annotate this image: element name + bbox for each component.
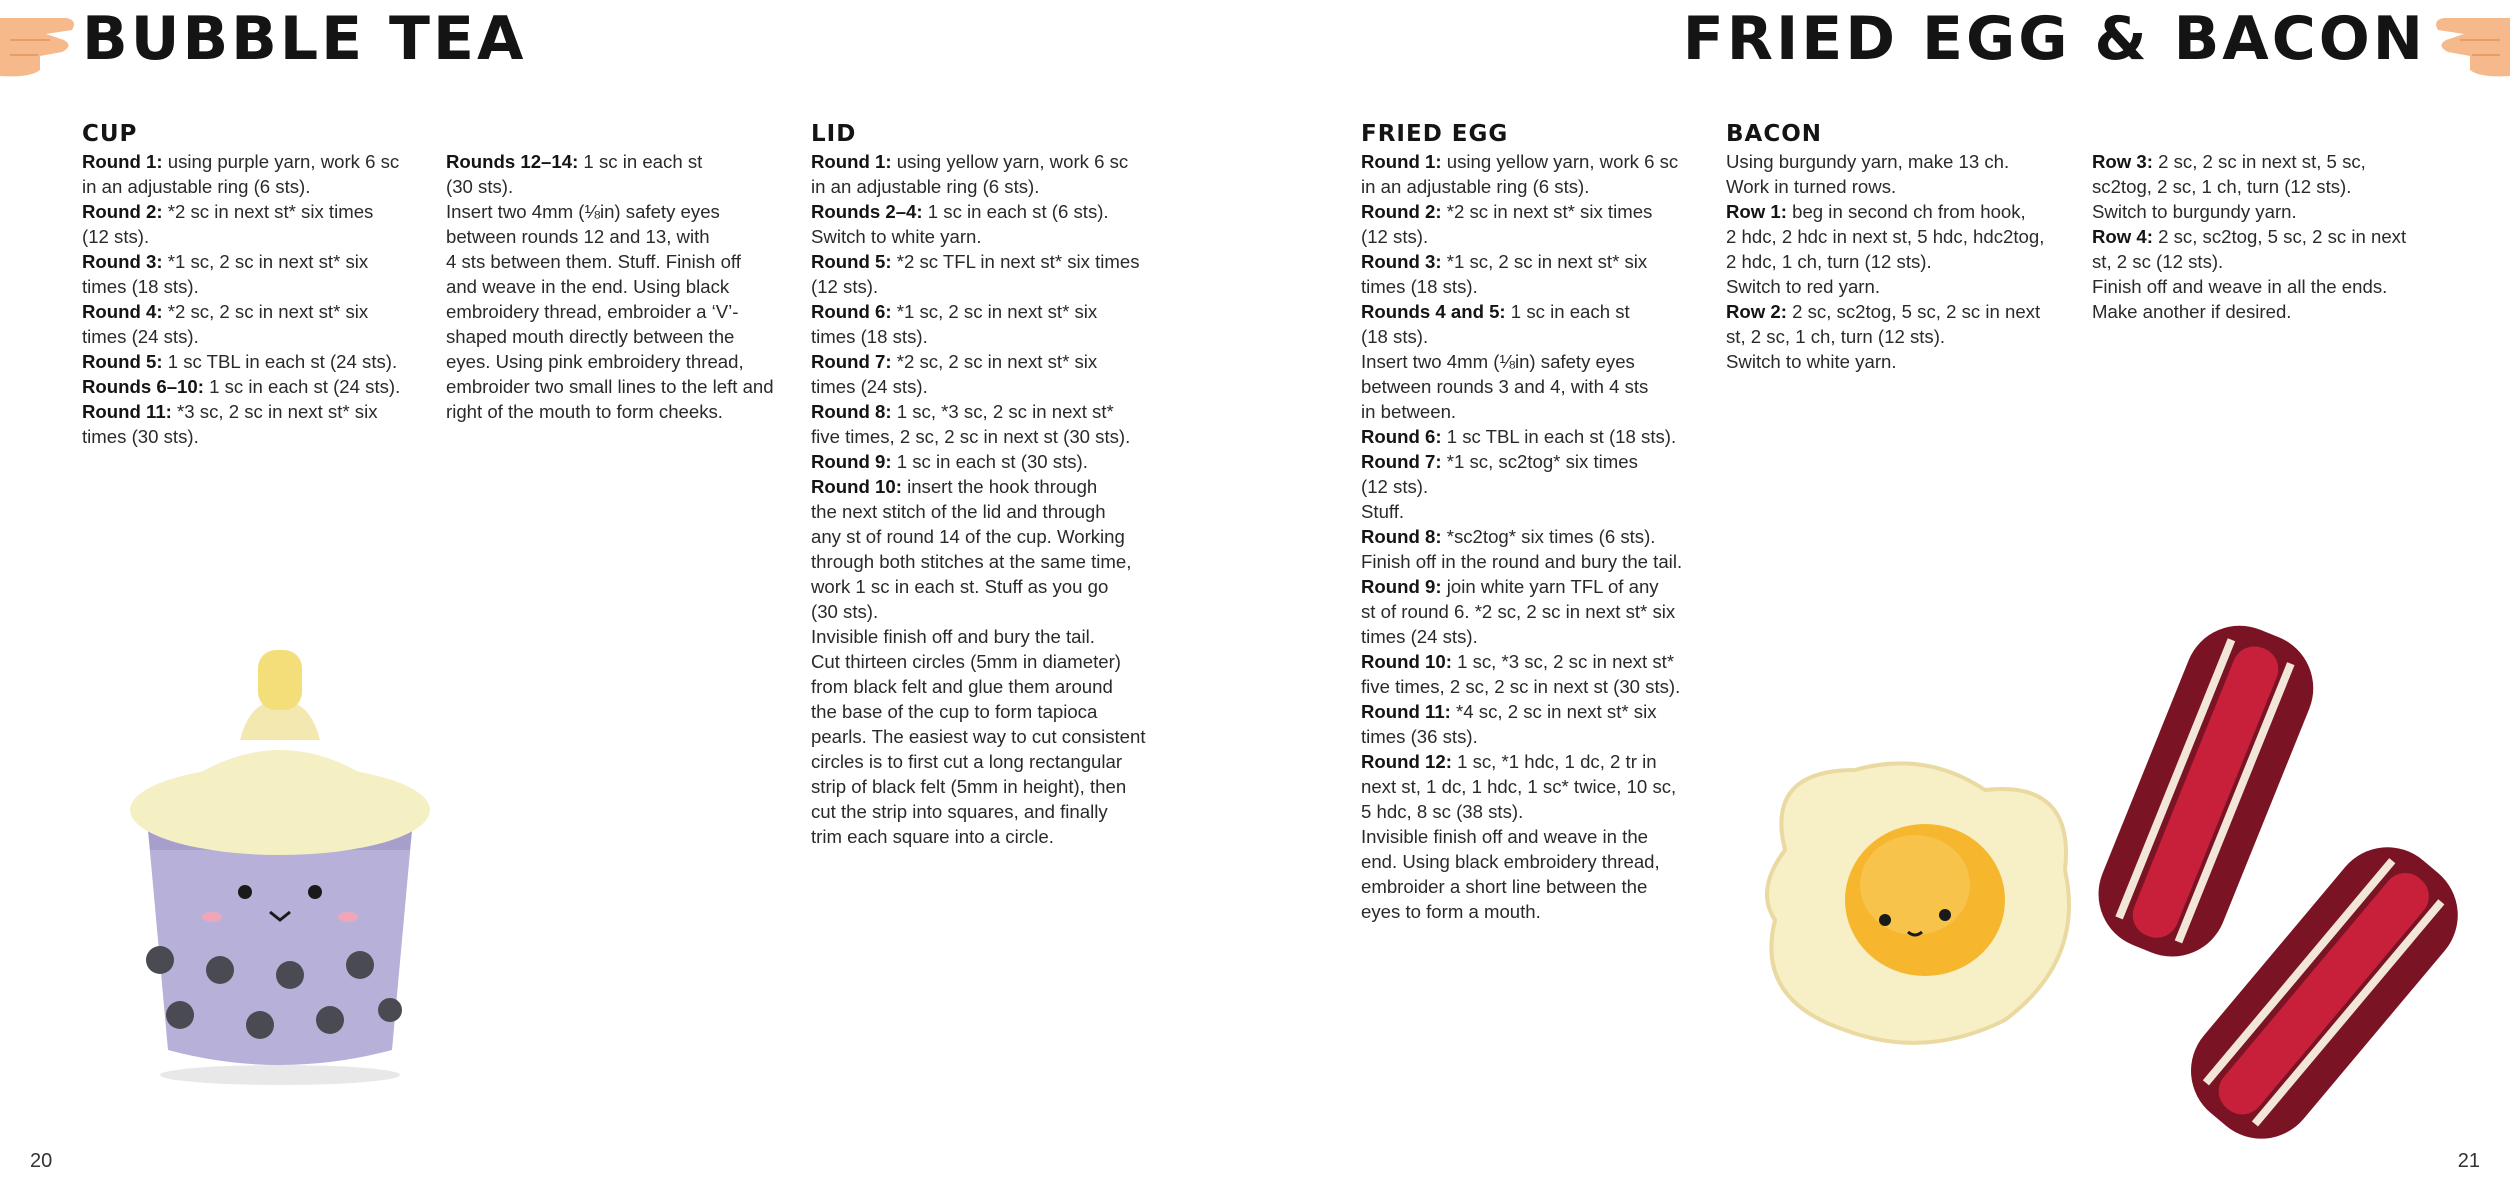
step-text: 4 sts between them. Stuff. Finish off [446,251,741,272]
step-text: 1 sc in each st (30 sts). [891,451,1088,472]
step-text: right of the mouth to form cheeks. [446,401,723,422]
lid-instructions [811,149,1161,849]
instruction-line [1361,149,1711,174]
instruction-line [1361,274,1711,299]
step-text: 1 sc in each st (6 sts). [922,201,1109,222]
section-heading-lid: LID [811,121,857,147]
step-text: times (18 sts). [82,276,199,297]
step-text: embroidery thread, embroider a ‘V’- [446,301,739,322]
step-text: Make another if desired. [2092,301,2292,322]
step-text: st of round 6. *2 sc, 2 sc in next st* six [1361,601,1676,622]
step-text: 5 hdc, 8 sc (38 sts). [1361,801,1524,822]
instruction-line [446,149,796,174]
step-label: Row 2: [1726,301,1787,322]
instruction-line [1361,199,1711,224]
step-text: using yellow yarn, work 6 sc [1441,151,1679,172]
step-text: work 1 sc in each st. Stuff as you go [811,576,1109,597]
bubble-tea-photo [120,630,440,1090]
instruction-line [1726,274,2076,299]
instruction-line [811,149,1161,174]
instruction-line [446,349,796,374]
step-text: times (36 sts). [1361,726,1478,747]
step-text: embroider two small lines to the left and [446,376,774,397]
step-text: 1 sc in each st [578,151,703,172]
instruction-line [811,299,1161,324]
instruction-line [82,174,422,199]
step-text: 1 sc TBL in each st (24 sts). [162,351,398,372]
instruction-line [1726,324,2076,349]
instruction-line [1361,499,1711,524]
instruction-line [811,749,1161,774]
step-text: Finish off and weave in all the ends. [2092,276,2388,297]
instruction-line [2092,199,2452,224]
step-label: Round 2: [82,201,163,222]
step-text: (30 sts). [811,601,879,622]
instruction-line [1361,174,1711,199]
step-text: Cut thirteen circles (5mm in diameter) [811,651,1121,672]
step-label: Rounds 4 and 5: [1361,301,1506,322]
page-number: 21 [2457,1150,2480,1172]
step-text: *2 sc in next st* six times [1441,201,1653,222]
instruction-line [1361,399,1711,424]
step-text: *1 sc, 2 sc in next st* six [162,251,369,272]
instruction-line [446,324,796,349]
instruction-line [82,149,422,174]
instruction-line [1361,524,1711,549]
bacon-section [1726,119,2076,374]
instruction-line [811,624,1161,649]
step-text: strip of black felt (5mm in height), then [811,776,1127,797]
step-label: Round 11: [82,401,172,422]
instruction-line [1361,849,1711,874]
step-text: *sc2tog* six times (6 sts). [1441,526,1656,547]
instruction-line [811,799,1161,824]
step-label: Round 3: [82,251,163,272]
step-label: Rounds 2–4: [811,201,923,222]
step-text: Switch to red yarn. [1726,276,1880,297]
step-label: Rounds 12–14: [446,151,579,172]
instruction-line [811,824,1161,849]
instruction-line [811,524,1161,549]
step-label: Round 6: [811,301,892,322]
instruction-line [1361,874,1711,899]
instruction-line [811,249,1161,274]
instruction-line [1361,799,1711,824]
step-text: trim each square into a circle. [811,826,1054,847]
instruction-line [1361,649,1711,674]
step-text: 2 hdc, 2 hdc in next st, 5 hdc, hdc2tog, [1726,226,2045,247]
instruction-line [446,199,796,224]
instruction-line [1361,724,1711,749]
instruction-line [2092,224,2452,249]
page-title: FRIED EGG & BACON [1682,4,2426,74]
step-text: *1 sc, 2 sc in next st* six [1441,251,1648,272]
instruction-line [1361,749,1711,774]
cup-col1 [82,149,422,449]
instruction-line [1361,674,1711,699]
instruction-line [446,174,796,199]
instruction-line [1361,574,1711,599]
step-label: Round 4: [82,301,163,322]
step-label: Round 5: [82,351,163,372]
instruction-line [1361,624,1711,649]
instruction-line [1361,774,1711,799]
step-text: *2 sc TFL in next st* six times [891,251,1140,272]
fried-egg-instructions [1361,149,1711,924]
instruction-line [1361,249,1711,274]
instruction-line [82,399,422,424]
step-text: 2 sc, 2 sc in next st, 5 sc, [2152,151,2366,172]
section-heading-bacon: BACON [1726,121,1823,147]
instruction-line [1361,899,1711,924]
instruction-line [2092,149,2452,174]
step-label: Row 3: [2092,151,2153,172]
step-text: Work in turned rows. [1726,176,1897,197]
instruction-line [811,474,1161,499]
cup-section [82,119,422,449]
page-title: BUBBLE TEA [82,4,527,74]
instruction-line [811,424,1161,449]
instruction-line [811,699,1161,724]
step-text: Invisible finish off and bury the tail. [811,626,1095,647]
step-text: the next stitch of the lid and through [811,501,1106,522]
instruction-line [82,224,422,249]
instruction-line [1361,824,1711,849]
step-text: Insert two 4mm (⅛in) safety eyes [446,201,720,222]
instruction-line [1726,149,2076,174]
instruction-line [1361,474,1711,499]
section-heading-cup: CUP [82,121,138,147]
step-text: five times, 2 sc, 2 sc in next st (30 sts). [1361,676,1681,697]
step-text: next st, 1 dc, 1 hdc, 1 sc* twice, 10 sc, [1361,776,1677,797]
instruction-line [811,574,1161,599]
step-text: 1 sc in each st [1505,301,1630,322]
step-label: Round 1: [82,151,163,172]
step-text: *1 sc, sc2tog* six times [1441,451,1638,472]
step-text: in an adjustable ring (6 sts). [1361,176,1590,197]
instruction-line [446,299,796,324]
step-text: in an adjustable ring (6 sts). [811,176,1040,197]
step-label: Round 1: [1361,151,1442,172]
step-label: Round 7: [811,351,892,372]
instruction-line [811,724,1161,749]
step-text: Switch to white yarn. [1726,351,1897,372]
step-label: Round 8: [811,401,892,422]
cup-continued [446,149,796,424]
instruction-line [1361,699,1711,724]
step-text: Using burgundy yarn, make 13 ch. [1726,151,2010,172]
step-label: Round 1: [811,151,892,172]
step-text: *3 sc, 2 sc in next st* six [171,401,378,422]
step-text: five times, 2 sc, 2 sc in next st (30 sts). [811,426,1131,447]
page-number: 20 [30,1150,53,1172]
step-text: *1 sc, 2 sc in next st* six [891,301,1098,322]
step-text: (18 sts). [1361,326,1429,347]
instruction-line [811,374,1161,399]
instruction-line [1361,374,1711,399]
instruction-line [811,549,1161,574]
instruction-line [1726,199,2076,224]
instruction-line [811,774,1161,799]
step-label: Round 7: [1361,451,1442,472]
hand-tab-icon [2428,0,2510,82]
step-text: using purple yarn, work 6 sc [162,151,400,172]
bacon-col2 [2092,149,2452,324]
step-label: Rounds 6–10: [82,376,204,397]
instruction-line [1361,324,1711,349]
instruction-line [811,399,1161,424]
step-label: Round 3: [1361,251,1442,272]
instruction-line [2092,249,2452,274]
step-text: (12 sts). [811,276,879,297]
step-text: sc2tog, 2 sc, 1 ch, turn (12 sts). [2092,176,2352,197]
step-text: st, 2 sc (12 sts). [2092,251,2224,272]
step-label: Round 2: [1361,201,1442,222]
instruction-line [1361,349,1711,374]
instruction-line [1726,349,2076,374]
step-text: 1 sc, *3 sc, 2 sc in next st* [1451,651,1675,672]
instruction-line [811,449,1161,474]
step-text: *2 sc, 2 sc in next st* six [162,301,369,322]
step-text: from black felt and glue them around [811,676,1113,697]
step-text: Switch to burgundy yarn. [2092,201,2297,222]
bacon-col1 [1726,149,2076,374]
step-text: (12 sts). [1361,476,1429,497]
step-label: Round 9: [811,451,892,472]
instruction-line [811,349,1161,374]
step-text: embroider a short line between the [1361,876,1648,897]
instruction-line [811,649,1161,674]
step-text: st, 2 sc, 1 ch, turn (12 sts). [1726,326,1946,347]
step-text: 2 hdc, 1 ch, turn (12 sts). [1726,251,1932,272]
instruction-line [811,274,1161,299]
step-text: through both stitches at the same time, [811,551,1132,572]
instruction-line [811,499,1161,524]
instruction-line [82,424,422,449]
step-text: (12 sts). [1361,226,1429,247]
step-label: Round 12: [1361,751,1452,772]
step-text: times (24 sts). [82,326,199,347]
step-text: end. Using black embroidery thread, [1361,851,1660,872]
step-text: times (24 sts). [1361,626,1478,647]
step-text: 1 sc in each st (24 sts). [203,376,401,397]
section-heading-fried-egg: FRIED EGG [1361,121,1509,147]
instruction-line [82,324,422,349]
cup-col2 [446,149,796,424]
step-text: 2 sc, sc2tog, 5 sc, 2 sc in next [1786,301,2041,322]
step-text: (12 sts). [82,226,150,247]
instruction-line [82,249,422,274]
step-text: and weave in the end. Using black [446,276,730,297]
instruction-line [2092,299,2452,324]
step-label: Row 1: [1726,201,1787,222]
step-text: the base of the cup to form tapioca [811,701,1098,722]
step-text: *2 sc in next st* six times [162,201,374,222]
step-text: pearls. The easiest way to cut consistent [811,726,1146,747]
step-text: eyes. Using pink embroidery thread, [446,351,744,372]
step-label: Round 5: [811,251,892,272]
step-text: between rounds 3 and 4, with 4 sts [1361,376,1649,397]
instruction-line [82,349,422,374]
step-text: cut the strip into squares, and finally [811,801,1108,822]
instruction-line [1726,249,2076,274]
step-text: in between. [1361,401,1457,422]
step-text: Switch to white yarn. [811,226,982,247]
instruction-line [1361,299,1711,324]
step-text: *4 sc, 2 sc in next st* six [1450,701,1657,722]
step-text: (30 sts). [446,176,514,197]
step-text: insert the hook through [901,476,1098,497]
instruction-line [82,199,422,224]
step-label: Round 8: [1361,526,1442,547]
instruction-line [82,274,422,299]
step-label: Round 6: [1361,426,1442,447]
instruction-line [446,399,796,424]
instruction-line [446,274,796,299]
step-text: any st of round 14 of the cup. Working [811,526,1125,547]
step-text: times (30 sts). [82,426,199,447]
instruction-line [82,374,422,399]
instruction-line [2092,174,2452,199]
fried-egg-bacon-photo [1725,600,2485,1160]
instruction-line [1361,224,1711,249]
hand-tab-icon [0,0,82,82]
step-text: eyes to form a mouth. [1361,901,1541,922]
fried-egg-section [1361,119,1711,924]
step-label: Round 9: [1361,576,1442,597]
step-text: shaped mouth directly between the [446,326,735,347]
step-text: 1 sc, *3 sc, 2 sc in next st* [891,401,1114,422]
step-text: times (18 sts). [811,326,928,347]
step-text: Finish off in the round and bury the tail. [1361,551,1683,572]
instruction-line [446,224,796,249]
instruction-line [1361,549,1711,574]
step-text: join white yarn TFL of any [1441,576,1659,597]
bacon-continued [2092,149,2452,324]
step-text: Insert two 4mm (⅛in) safety eyes [1361,351,1635,372]
step-text: in an adjustable ring (6 sts). [82,176,311,197]
instruction-line [1361,424,1711,449]
step-text: times (18 sts). [1361,276,1478,297]
step-label: Round 10: [811,476,902,497]
instruction-line [811,174,1161,199]
step-label: Row 4: [2092,226,2153,247]
step-text: beg in second ch from hook, [1786,201,2026,222]
instruction-line [811,599,1161,624]
step-text: 1 sc, *1 hdc, 1 dc, 2 tr in [1451,751,1657,772]
step-text: times (24 sts). [811,376,928,397]
instruction-line [2092,274,2452,299]
instruction-line [446,374,796,399]
step-text: 2 sc, sc2tog, 5 sc, 2 sc in next [2152,226,2407,247]
step-label: Round 11: [1361,701,1451,722]
instruction-line [1361,599,1711,624]
lid-section [811,119,1161,849]
instruction-line [1361,449,1711,474]
instruction-line [811,674,1161,699]
instruction-line [811,224,1161,249]
right-page [1255,0,2510,1193]
instruction-line [1726,224,2076,249]
instruction-line [446,249,796,274]
step-text: Stuff. [1361,501,1405,522]
step-text: between rounds 12 and 13, with [446,226,710,247]
instruction-line [82,299,422,324]
instruction-line [1726,299,2076,324]
instruction-line [811,324,1161,349]
step-text: Invisible finish off and weave in the [1361,826,1649,847]
instruction-line [811,199,1161,224]
step-label: Round 10: [1361,651,1452,672]
step-text: circles is to first cut a long rectangular [811,751,1123,772]
step-text: using yellow yarn, work 6 sc [891,151,1129,172]
step-text: 1 sc TBL in each st (18 sts). [1441,426,1677,447]
step-text: *2 sc, 2 sc in next st* six [891,351,1098,372]
instruction-line [1726,174,2076,199]
